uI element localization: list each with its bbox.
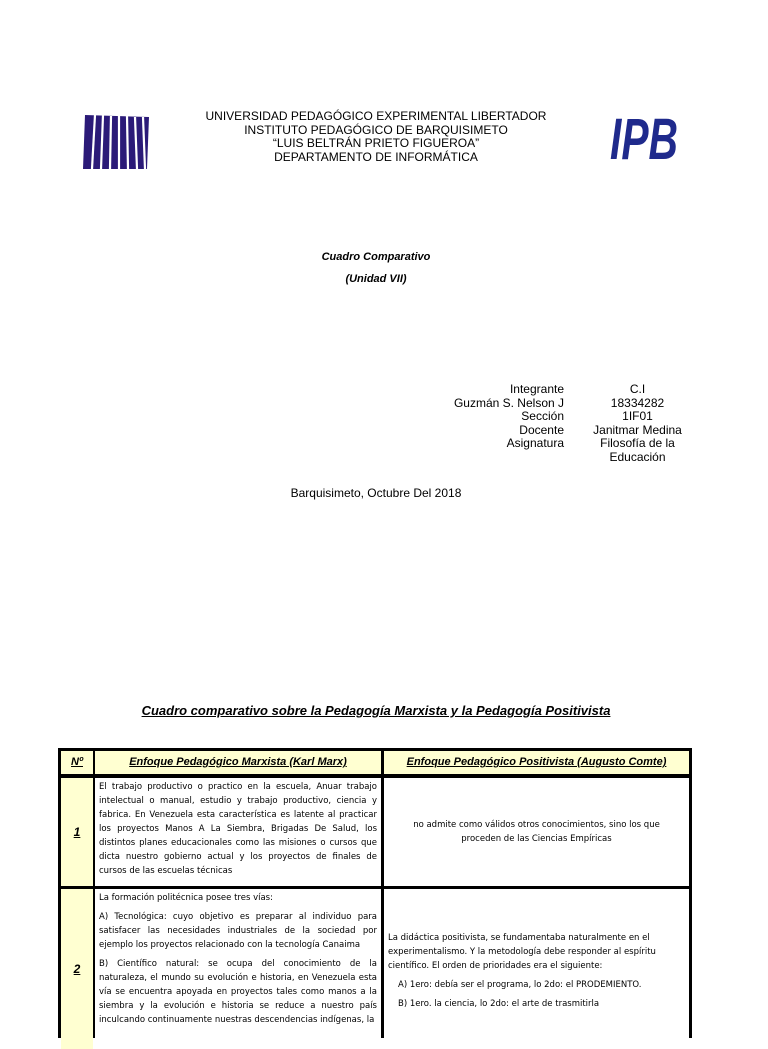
- comparison-table: [58, 748, 692, 1038]
- doc-title: Cuadro Comparativo: [321, 251, 431, 263]
- paragraph: A) 1ero: debía ser el programa, lo 2do: el PRODEMIENTO.: [398, 980, 642, 990]
- header-num: Nº: [61, 751, 93, 774]
- row-number-text: 1: [73, 825, 81, 839]
- header-line-honoree: “LUIS BELTRÁN PRIETO FIGUEROA”: [272, 136, 480, 150]
- info-row-seccion: [420, 410, 680, 424]
- info-label: Asignatura: [506, 436, 564, 450]
- header-positivista: Enfoque Pedagógico Positivista (Augusto Comte): [384, 751, 689, 774]
- header-marxista: Enfoque Pedagógico Marxista (Karl Marx): [95, 751, 381, 774]
- info-row-integrante: [420, 383, 680, 397]
- info-label: Integrante: [509, 382, 564, 396]
- header-line-university: UNIVERSIDAD PEDAGÓGICO EXPERIMENTAL LIBERTADOR: [205, 109, 547, 123]
- table-title: Cuadro comparativo sobre la Pedagogía Marxista y la Pedagogía Positivista: [141, 703, 611, 718]
- info-value: Filosofía de la: [600, 436, 675, 450]
- row1-marxista: El trabajo productivo o practico en la escuela, Anuar trabajo intelectual o manual, estudio y trabajo productivo, ciencia y fabrica. En Venezuela esta característica es latente al practicar los proyectos Manos A La Siembra, Brigadas De Salud, los distintos planes educacionales como las misiones o cursos que dicta nuestro gobierno actual y los proyectos de finales de cursos de las escuelas técnicas: [95, 778, 381, 886]
- ipb-logo-text: IPB: [610, 107, 678, 172]
- row2-marxista: [95, 889, 381, 1049]
- info-label: Sección: [521, 409, 564, 423]
- paragraph: La didáctica positivista, se fundamentaba naturalmente en el experimentalismo. Y la metodología debe responder al espíritu científico. El orden de prioridades era el siguiente:: [388, 933, 656, 971]
- info-value: 18334282: [610, 395, 665, 410]
- info-row-docente: [420, 424, 680, 438]
- info-value: C.I: [629, 382, 646, 396]
- row2-positivista: [384, 889, 689, 1049]
- paragraph: A) Tecnológica: cuyo objetivo es preparar al individuo para satisfacer las necesidades industriales de la sociedad por ejemplo los proyectos relacionado con la tecnología Canaima: [99, 912, 377, 950]
- row1-positivista: [384, 778, 689, 886]
- header-line-department: DEPARTAMENTO DE INFORMÁTICA: [274, 149, 478, 164]
- row-number-text: 2: [73, 962, 81, 976]
- info-label: Guzmán S. Nelson J: [453, 395, 564, 410]
- paragraph: B) 1ero. la ciencia, lo 2do: el arte de trasmitirla: [398, 999, 600, 1009]
- info-row-asignatura: [420, 437, 680, 451]
- header-line-institute: INSTITUTO PEDAGÓGICO DE BARQUISIMETO: [244, 122, 508, 137]
- institution-header: [170, 110, 582, 164]
- paragraph: B) Científico natural: se ocupa del conocimiento de la naturaleza, el mundo su evolución e historia, en Venezuela esta vía se encuentra apoyada en proyectos tales como manos a la siembra y la evolución e historia se reduce a nuestro país inculcando continuamente nuestras descendencias indígenas, la: [99, 959, 377, 1025]
- row-number: [61, 889, 93, 1049]
- row-number: [61, 778, 93, 886]
- doc-subtitle: (Unidad VII): [345, 273, 407, 285]
- row1-positivista-text: no admite como válidos otros conocimientos, sino los que proceden de las Ciencias Empíricas: [413, 820, 660, 844]
- ipb-logo: [610, 107, 678, 172]
- upel-logo: [83, 113, 151, 171]
- info-label: Docente: [519, 422, 564, 437]
- info-row-name: [420, 397, 680, 411]
- info-value: Educación: [609, 449, 666, 464]
- place-date: Barquisimeto, Octubre Del 2018: [290, 486, 462, 500]
- info-row-asignatura-cont: [420, 451, 680, 465]
- info-value: 1IF01: [622, 409, 653, 423]
- paragraph: La formación politécnica posee tres vías:: [99, 893, 273, 903]
- info-value: Janitmar Medina: [593, 422, 682, 437]
